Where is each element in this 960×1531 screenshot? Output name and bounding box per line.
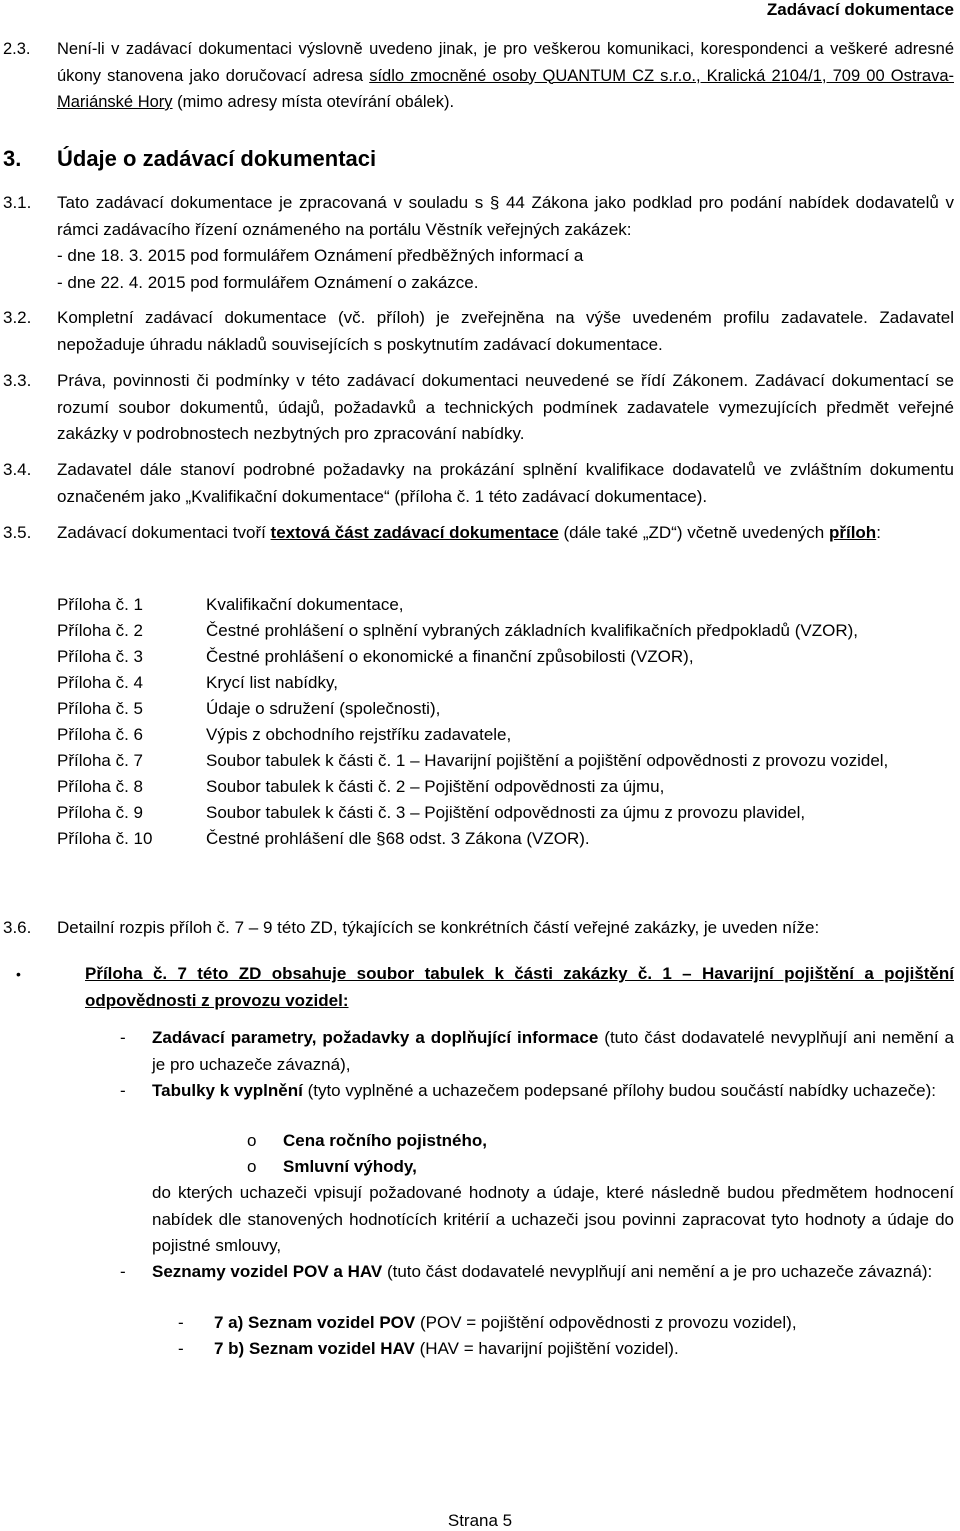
- attachment-description: Výpis z obchodního rejstříku zadavatele,: [206, 725, 512, 744]
- attachment-label: Příloha č. 5: [57, 699, 143, 718]
- attachment-label: Příloha č. 10: [57, 829, 153, 848]
- attachment-description: Údaje o sdružení (společnosti),: [206, 699, 441, 718]
- attachment-label: Příloha č. 9: [57, 803, 143, 822]
- attachment-description: Soubor tabulek k části č. 2 – Pojištění odpovědnosti za újmu,: [206, 777, 665, 796]
- running-header: Zadávací dokumentace: [766, 0, 954, 19]
- attachment-row: [57, 748, 954, 774]
- notice-line-1: - dne 18. 3. 2015 pod formulářem Oznámení předběžných informací a: [57, 246, 584, 265]
- section-text: Zadávací dokumentaci tvoří textová část zadávací dokumentace (dále také „ZD“) včetně uvedených příloh:: [57, 523, 881, 542]
- dash-text: Tabulky k vyplnění (tyto vyplněné a uchazečem podepsané přílohy budou součástí nabídky uchazeče):: [152, 1081, 937, 1100]
- attachment-description: Soubor tabulek k části č. 3 – Pojištění odpovědnosti za újmu z provozu plavidel,: [206, 803, 806, 822]
- attachment-description: Krycí list nabídky,: [206, 673, 338, 692]
- bullet-item: [16, 961, 954, 1014]
- attachment-row: [57, 592, 954, 618]
- circle-bullet-icon: o: [247, 1131, 257, 1150]
- section-3-2: [0, 305, 954, 358]
- attachment-row: [57, 644, 954, 670]
- dash-marker: -: [120, 1262, 126, 1281]
- section-text: Kompletní zadávací dokumentace (vč. příloh) je zveřejněna na výše uvedeném profilu zadavatele. Zadavatel nepožaduje úhradu nákladů souvisejících s poskytnutím zadávací dokumentace.: [57, 308, 954, 354]
- section-number: 3.6.: [3, 918, 32, 937]
- delivery-address: sídlo zmocněné osoby QUANTUM CZ s.r.o., Kralická 2104/1, 709 00 Ostrava-Mariánské Hory: [57, 66, 954, 111]
- section-3-5: [0, 520, 954, 547]
- attachment-row: [57, 800, 954, 826]
- dash-item: [0, 1025, 954, 1078]
- attachment-list: [57, 592, 954, 852]
- section-text: Práva, povinnosti či podmínky v této zadávací dokumentaci neuvedené se řídí Zákonem. Zadávací dokumentací se rozumí soubor dokumentů, údajů, požadavků a technických podmínek zadavatele vymezujících předmět veřejné zakázky v podrobnostech nezbytných pro zpracování nabídky.: [57, 371, 954, 443]
- section-3-3: [0, 368, 954, 448]
- attachment-label: Příloha č. 3: [57, 647, 143, 666]
- circle-bullet-icon: o: [247, 1157, 257, 1176]
- attachment-label: Příloha č. 8: [57, 777, 143, 796]
- bullet-text: Příloha č. 7 této ZD obsahuje soubor tabulek k části zakázky č. 1 – Havarijní pojištění a pojištění odpovědnosti z provozu vozidel:: [85, 964, 954, 1010]
- section-3-4: [0, 457, 954, 510]
- section-3-1: [0, 190, 954, 296]
- attachment-description: Čestné prohlášení o splnění vybraných základních kvalifikačních předpokladů (VZOR),: [206, 621, 859, 640]
- section-2-3: [0, 36, 954, 116]
- section-text: Tato zadávací dokumentace je zpracovaná v souladu s § 44 Zákona jako podklad pro podání nabídek dodavatelů v rámci zadávacího řízení oznámeného na portálu Věstník veřejných zakázek: - dne 18. 3. 2015 pod formulářem Oznámení předběžných informací a - dne 22. 4. 2015 pod formulářem Oznámení o zakázce.: [57, 190, 954, 296]
- sub-item-text: Smluvní výhody,: [283, 1157, 417, 1176]
- sub-item-text: 7 b) Seznam vozidel HAV (HAV = havarijní pojištění vozidel).: [214, 1339, 679, 1358]
- section-3-6: [0, 915, 954, 942]
- dash-item: [0, 1259, 954, 1286]
- dash-continuation: [0, 1180, 954, 1260]
- section-text: Zadavatel dále stanoví podrobné požadavky na prokázání splnění kvalifikace dodavatelů ve zvláštním dokumentu označeném jako „Kvalifikační dokumentace“ (příloha č. 1 této zadávací dokumentace).: [57, 460, 954, 506]
- attachment-row: [57, 696, 954, 722]
- attachment-description: Kvalifikační dokumentace,: [206, 595, 404, 614]
- section-number: 3.2.: [3, 308, 32, 327]
- attachment-label: Příloha č. 2: [57, 621, 143, 640]
- dash-marker: -: [120, 1028, 126, 1047]
- attachment-description: Soubor tabulek k části č. 1 – Havarijní pojištění a pojištění odpovědnosti z provozu vozidel,: [206, 751, 889, 770]
- attachment-row: [57, 774, 954, 800]
- section-number: 2.3.: [3, 40, 31, 58]
- section-text: Není-li v zadávací dokumentaci výslovně uvedeno jinak, je pro veškerou komunikaci, korespondenci a veškeré adresné úkony stanovena jako doručovací adresa sídlo zmocněné osoby QUANTUM CZ s.r.o., Kralická 2104/1, 709 00 Ostrava-Mariánské Hory (mimo adresy místa otevírání obálek).: [57, 40, 954, 111]
- attachment-row: [57, 722, 954, 748]
- attachment-label: Příloha č. 6: [57, 725, 143, 744]
- dash-text: Zadávací parametry, požadavky a doplňující informace (tuto část dodavatelé nevyplňují ani nemění a je pro uchazeče závazná),: [152, 1028, 954, 1074]
- sub-item-text: Cena ročního pojistného,: [283, 1131, 488, 1150]
- dash-marker: -: [178, 1339, 184, 1358]
- dash-text: Seznamy vozidel POV a HAV (tuto část dodavatelé nevyplňují ani nemění a je pro uchazeče závazná):: [152, 1262, 933, 1281]
- attachment-row: [57, 618, 954, 644]
- page-number: Strana 5: [447, 1511, 513, 1530]
- section-number: 3.5.: [3, 523, 32, 542]
- heading-section-3: 3. Údaje o zadávací dokumentaci: [3, 146, 377, 171]
- section-number: 3.1.: [3, 193, 32, 212]
- section-number: 3.4.: [3, 460, 32, 479]
- attachment-label: Příloha č. 4: [57, 673, 143, 692]
- attachment-label: Příloha č. 7: [57, 751, 143, 770]
- attachment-description: Čestné prohlášení dle §68 odst. 3 Zákona (VZOR).: [206, 829, 590, 848]
- attachment-row: [57, 826, 954, 852]
- attachment-description: Čestné prohlášení o ekonomické a finanční způsobilosti (VZOR),: [206, 647, 694, 666]
- notice-line-2: - dne 22. 4. 2015 pod formulářem Oznámení o zakázce.: [57, 272, 479, 292]
- sub-item-text: 7 a) Seznam vozidel POV (POV = pojištění odpovědnosti z provozu vozidel),: [214, 1313, 797, 1332]
- attachment-label: Příloha č. 1: [57, 595, 143, 614]
- attachment-row: [57, 670, 954, 696]
- section-number: 3.3.: [3, 371, 32, 390]
- bullet-icon: •: [16, 966, 21, 982]
- dash-text: do kterých uchazeči vpisují požadované hodnoty a údaje, které následně budou předmětem hodnocení nabídek dle stanovených hodnotících kritérií a uchazeči jsou povinni zapracovat tyto hodnoty a údaje do pojistné smlouvy,: [152, 1183, 954, 1255]
- dash-marker: -: [120, 1081, 126, 1100]
- dash-marker: -: [178, 1313, 184, 1332]
- section-text: Detailní rozpis příloh č. 7 – 9 této ZD, týkajících se konkrétních částí veřejné zakázky, je uveden níže:: [57, 918, 820, 937]
- dash-item: [0, 1078, 954, 1105]
